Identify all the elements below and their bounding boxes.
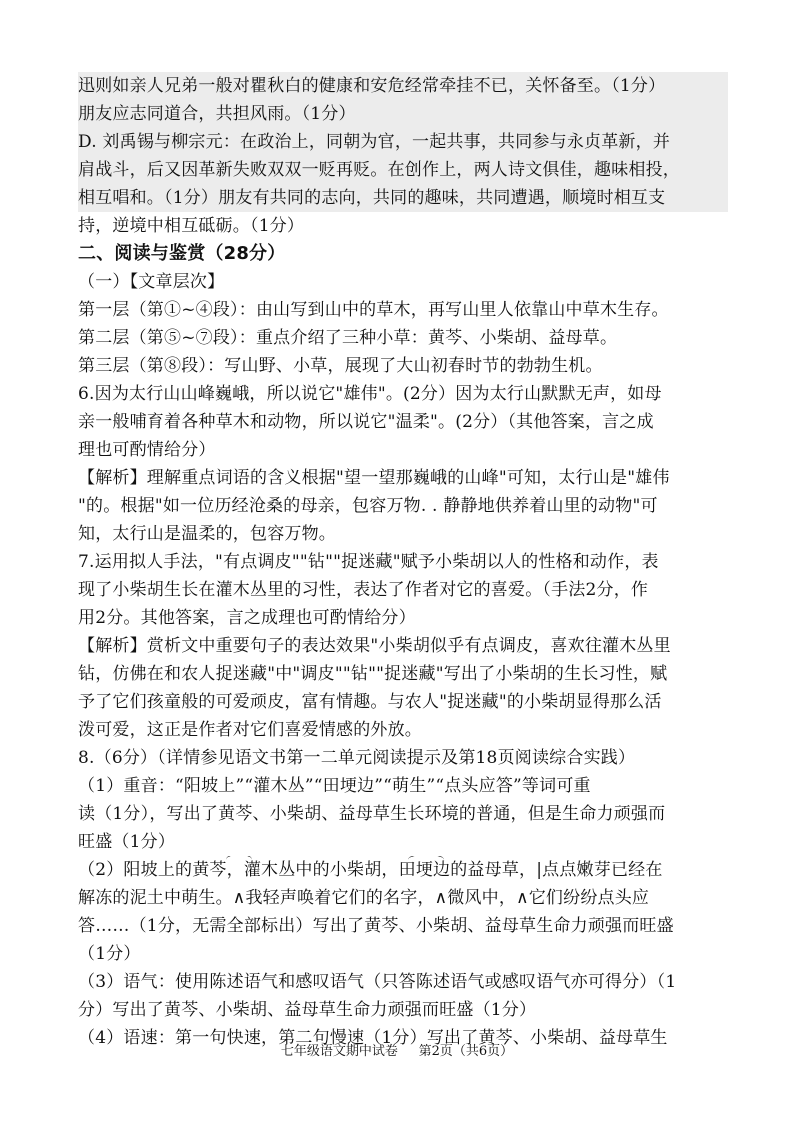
text-line: 亲一般哺育着各种草木和动物，所以说它"温柔"。(2分）（其他答案，言之成 — [78, 412, 654, 432]
text-line: 迅则如亲人兄弟一般对瞿秋白的健康和安危经常牵挂不已，关怀备至。（1分） — [78, 72, 728, 100]
analysis-line: 【解析】赏析文中重要句子的表达效果"小柴胡似乎有点调皮，喜欢往灌木丛里 — [78, 636, 671, 656]
text-line: 第二层（第⑤~⑦段）：重点介绍了三种小草：黄芩、小柴胡、益母草。 — [78, 328, 618, 348]
text-line: （4）语速：第一句快速，第二句慢速（1分）写出了黄芩、小柴胡、益母草生 — [78, 1028, 668, 1048]
text-line: （1分） — [78, 944, 141, 964]
text-line: 解冻的泥土中萌生。∧我轻声唤着它们的名字，∧微风中，∧它们纷纷点头应 — [78, 888, 650, 908]
text-line: 持，逆境中相互砥砺。（1分） — [78, 216, 305, 236]
text-line: 肩战斗，后又因革新失败双双一贬再贬。在创作上，两人诗文俱佳，趣味相投， — [78, 156, 728, 184]
text-line: 朋友应志同道合，共担风雨。（1分） — [78, 100, 728, 128]
text-line: 第一层（第①~④段）：由山写到山中的草木，再写山里人依靠山中草木生存。 — [78, 300, 669, 320]
text-line — [78, 856, 728, 884]
text-line: 予了它们孩童般的可爱顽皮，富有情趣。与农人"捉迷藏"的小柴胡显得那么活 — [78, 692, 662, 712]
text-line: 泼可爱，这正是作者对它们喜爱情感的外放。 — [78, 720, 422, 740]
text-line: 钻，仿佛在和农人捉迷藏"中"调皮""钻""捉迷藏"写出了小柴胡的生长习性，赋 — [78, 664, 668, 684]
section-heading: 二、阅读与鉴赏（28分） — [78, 243, 286, 264]
text-line: 相互唱和。（1分）朋友有共同的志向，共同的趣味，共同遭遇，顺境时相互支 — [78, 184, 728, 212]
page-footer — [0, 1040, 794, 1059]
text-line: D. 刘禹锡与柳宗元：在政治上，同朝为官，一起共事，共同参与永贞革新，并 — [78, 128, 728, 156]
text-line-content: （2）阳坡上的黄芩，灌木丛中的小柴胡，田埂边的益母草，|点点嫩芽已经在 — [78, 860, 663, 880]
text-line: 读（1分），写出了黄芩、小柴胡、益母草生长环境的普通，但是生命力顽强而 — [78, 804, 666, 824]
document-body — [78, 72, 728, 1052]
liaison-mark-icon — [408, 856, 444, 865]
subsection-heading: （一）【文章层次】 — [78, 272, 225, 292]
text-line: 现了小柴胡生长在灌木丛里的习性，表达了作者对它的喜爱。（手法2分，作 — [78, 580, 649, 600]
text-line: 分）写出了黄芩、小柴胡、益母草生命力顽强而旺盛（1分） — [78, 1000, 537, 1020]
text-line: 理也可酌情给分） — [78, 440, 216, 460]
text-line: 6.因为太行山山峰巍峨，所以说它"雄伟"。(2分）因为太行山默默无声，如母 — [78, 384, 662, 404]
text-line: 知，太行山是温柔的，包容万物。 — [78, 524, 336, 544]
text-line: （3）语气：使用陈述语气和感叹语气（只答陈述语气或感叹语气亦可得分）（1 — [78, 972, 677, 992]
footer-page-number: 第2页（共6页） — [418, 1044, 514, 1059]
analysis-line: 【解析】理解重点词语的含义根据"望一望那巍峨的山峰"可知，太行山是"雄伟 — [78, 468, 670, 488]
text-line: 答……（1分，无需全部标出）写出了黄芩、小柴胡、益母草生命力顽强而旺盛 — [78, 916, 674, 936]
text-line: 7.运用拟人手法，"有点调皮""钻""捉迷藏"赋予小柴胡以人的性格和动作，表 — [78, 552, 659, 572]
text-line: 旺盛（1分） — [78, 832, 176, 852]
text-line: "的。根据"如一位历经沧桑的母亲，包容万物. . 静静地供养着山里的动物"可 — [78, 496, 658, 516]
text-line: 第三层（第⑧段）：写山野、小草，展现了大山初春时节的勃勃生机。 — [78, 356, 603, 376]
liaison-mark-icon — [226, 856, 252, 865]
text-line: 8.（6分）（详情参见语文书第一二单元阅读提示及第18页阅读综合实践） — [78, 748, 636, 768]
text-line: 用2分。其他答案，言之成理也可酌情给分） — [78, 608, 416, 628]
footer-title: 七年级语文期中试卷 — [280, 1044, 398, 1059]
text-line: （1）重音：“阳坡上”“灌木丛”“田埂边”“萌生”“点头应答”等词可重 — [78, 776, 591, 796]
